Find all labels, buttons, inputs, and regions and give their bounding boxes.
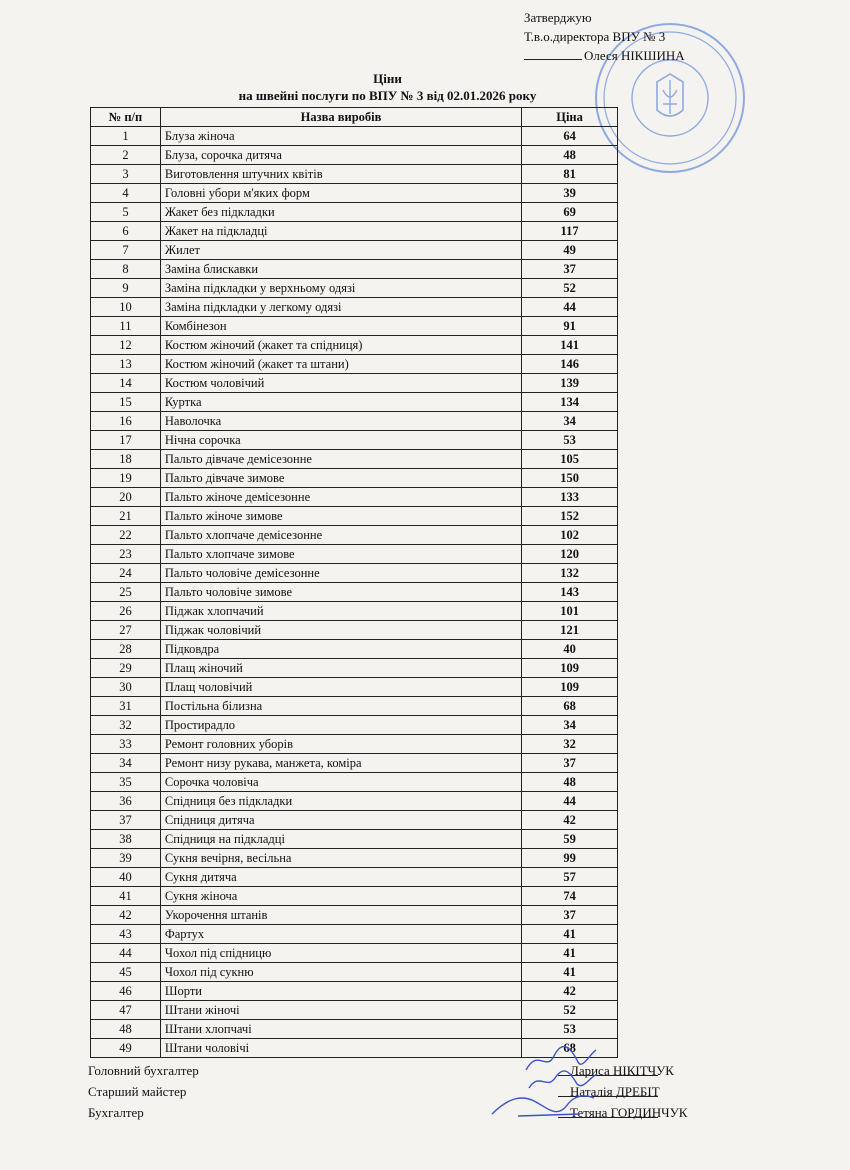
item-name: Пальто чоловіче зимове bbox=[160, 583, 521, 602]
table-row bbox=[91, 1001, 618, 1020]
approval-name: Олеся НІКШИНА bbox=[584, 48, 685, 63]
item-price: 32 bbox=[522, 735, 618, 754]
item-name: Спідниця без підкладки bbox=[160, 792, 521, 811]
item-name: Сорочка чоловіча bbox=[160, 773, 521, 792]
row-number: 3 bbox=[91, 165, 161, 184]
signer-role: Головний бухгалтер bbox=[88, 1063, 199, 1078]
table-row bbox=[91, 526, 618, 545]
item-price: 105 bbox=[522, 450, 618, 469]
item-price: 134 bbox=[522, 393, 618, 412]
signers-block bbox=[88, 1063, 708, 1126]
table-row bbox=[91, 545, 618, 564]
item-price: 102 bbox=[522, 526, 618, 545]
price-table bbox=[90, 107, 618, 1058]
row-number: 19 bbox=[91, 469, 161, 488]
signer-row bbox=[88, 1105, 708, 1126]
table-row bbox=[91, 792, 618, 811]
row-number: 44 bbox=[91, 944, 161, 963]
signer-row bbox=[88, 1063, 708, 1084]
item-price: 44 bbox=[522, 298, 618, 317]
item-name: Укорочення штанів bbox=[160, 906, 521, 925]
item-price: 81 bbox=[522, 165, 618, 184]
row-number: 26 bbox=[91, 602, 161, 621]
table-row bbox=[91, 963, 618, 982]
row-number: 16 bbox=[91, 412, 161, 431]
table-body bbox=[91, 127, 618, 1058]
item-name: Штани хлопчачі bbox=[160, 1020, 521, 1039]
signer-name: Тетяна ГОРДИНЧУК bbox=[570, 1105, 688, 1120]
table-row bbox=[91, 260, 618, 279]
table-row bbox=[91, 659, 618, 678]
row-number: 12 bbox=[91, 336, 161, 355]
item-price: 57 bbox=[522, 868, 618, 887]
item-price: 101 bbox=[522, 602, 618, 621]
row-number: 21 bbox=[91, 507, 161, 526]
table-row bbox=[91, 982, 618, 1001]
item-price: 109 bbox=[522, 678, 618, 697]
approval-position: Т.в.о.директора ВПУ № 3 bbox=[524, 29, 666, 44]
row-number: 11 bbox=[91, 317, 161, 336]
table-row bbox=[91, 298, 618, 317]
item-price: 39 bbox=[522, 184, 618, 203]
row-number: 40 bbox=[91, 868, 161, 887]
row-number: 42 bbox=[91, 906, 161, 925]
signer-role: Старший майстер bbox=[88, 1084, 187, 1099]
item-name: Нічна сорочка bbox=[160, 431, 521, 450]
item-price: 150 bbox=[522, 469, 618, 488]
item-price: 37 bbox=[522, 260, 618, 279]
item-name: Комбінезон bbox=[160, 317, 521, 336]
item-name: Блуза, сорочка дитяча bbox=[160, 146, 521, 165]
item-price: 41 bbox=[522, 963, 618, 982]
item-price: 109 bbox=[522, 659, 618, 678]
row-number: 29 bbox=[91, 659, 161, 678]
row-number: 6 bbox=[91, 222, 161, 241]
table-row bbox=[91, 431, 618, 450]
table-row bbox=[91, 488, 618, 507]
row-number: 25 bbox=[91, 583, 161, 602]
row-number: 28 bbox=[91, 640, 161, 659]
item-name: Простирадло bbox=[160, 716, 521, 735]
item-price: 52 bbox=[522, 279, 618, 298]
item-price: 48 bbox=[522, 146, 618, 165]
header-price: Ціна bbox=[522, 108, 618, 127]
row-number: 23 bbox=[91, 545, 161, 564]
item-name: Пальто хлопчаче зимове bbox=[160, 545, 521, 564]
item-name: Ремонт головних уборів bbox=[160, 735, 521, 754]
item-name: Підковдра bbox=[160, 640, 521, 659]
row-number: 5 bbox=[91, 203, 161, 222]
item-name: Спідниця дитяча bbox=[160, 811, 521, 830]
approval-signature-row bbox=[524, 46, 685, 65]
item-price: 139 bbox=[522, 374, 618, 393]
table-row bbox=[91, 944, 618, 963]
item-name: Плащ чоловічий bbox=[160, 678, 521, 697]
table-row bbox=[91, 336, 618, 355]
item-price: 91 bbox=[522, 317, 618, 336]
item-name: Чохол під сукню bbox=[160, 963, 521, 982]
item-price: 37 bbox=[522, 754, 618, 773]
item-name: Заміна підкладки у верхньому одязі bbox=[160, 279, 521, 298]
item-name: Костюм жіночий (жакет та штани) bbox=[160, 355, 521, 374]
item-price: 53 bbox=[522, 1020, 618, 1039]
row-number: 33 bbox=[91, 735, 161, 754]
item-name: Спідниця на підкладці bbox=[160, 830, 521, 849]
row-number: 17 bbox=[91, 431, 161, 450]
item-name: Штани жіночі bbox=[160, 1001, 521, 1020]
item-price: 146 bbox=[522, 355, 618, 374]
table-row bbox=[91, 583, 618, 602]
item-price: 68 bbox=[522, 1039, 618, 1058]
item-price: 133 bbox=[522, 488, 618, 507]
table-row bbox=[91, 735, 618, 754]
item-price: 48 bbox=[522, 773, 618, 792]
row-number: 8 bbox=[91, 260, 161, 279]
row-number: 27 bbox=[91, 621, 161, 640]
item-price: 34 bbox=[522, 716, 618, 735]
item-price: 152 bbox=[522, 507, 618, 526]
row-number: 1 bbox=[91, 127, 161, 146]
table-row bbox=[91, 868, 618, 887]
item-name: Постільна білизна bbox=[160, 697, 521, 716]
table-row bbox=[91, 887, 618, 906]
header-number: № п/п bbox=[91, 108, 161, 127]
table-row bbox=[91, 697, 618, 716]
item-price: 68 bbox=[522, 697, 618, 716]
item-name: Костюм чоловічий bbox=[160, 374, 521, 393]
item-price: 120 bbox=[522, 545, 618, 564]
item-name: Блуза жіноча bbox=[160, 127, 521, 146]
item-name: Шорти bbox=[160, 982, 521, 1001]
item-price: 117 bbox=[522, 222, 618, 241]
item-name: Пальто дівчаче зимове bbox=[160, 469, 521, 488]
item-price: 132 bbox=[522, 564, 618, 583]
row-number: 30 bbox=[91, 678, 161, 697]
row-number: 20 bbox=[91, 488, 161, 507]
row-number: 24 bbox=[91, 564, 161, 583]
row-number: 45 bbox=[91, 963, 161, 982]
table-row bbox=[91, 222, 618, 241]
item-name: Плащ жіночий bbox=[160, 659, 521, 678]
item-price: 59 bbox=[522, 830, 618, 849]
row-number: 49 bbox=[91, 1039, 161, 1058]
item-name: Головні убори м'яких форм bbox=[160, 184, 521, 203]
item-price: 143 bbox=[522, 583, 618, 602]
row-number: 2 bbox=[91, 146, 161, 165]
signature-scribble-icon bbox=[488, 1088, 598, 1122]
table-row bbox=[91, 1020, 618, 1039]
row-number: 10 bbox=[91, 298, 161, 317]
item-price: 41 bbox=[522, 944, 618, 963]
item-name: Жилет bbox=[160, 241, 521, 260]
item-price: 99 bbox=[522, 849, 618, 868]
signature-line bbox=[524, 47, 582, 60]
item-name: Сукня дитяча bbox=[160, 868, 521, 887]
item-name: Пальто дівчаче демісезонне bbox=[160, 450, 521, 469]
row-number: 35 bbox=[91, 773, 161, 792]
item-price: 41 bbox=[522, 925, 618, 944]
title-line-2: на швейні послуги по ВПУ № 3 від 02.01.2026 року bbox=[238, 88, 537, 103]
row-number: 32 bbox=[91, 716, 161, 735]
table-row bbox=[91, 241, 618, 260]
table-row bbox=[91, 830, 618, 849]
item-name: Сукня жіноча bbox=[160, 887, 521, 906]
table-row bbox=[91, 279, 618, 298]
row-number: 13 bbox=[91, 355, 161, 374]
table-row bbox=[91, 184, 618, 203]
table-row bbox=[91, 849, 618, 868]
approval-word: Затверджую bbox=[524, 10, 592, 25]
row-number: 4 bbox=[91, 184, 161, 203]
item-name: Заміна блискавки bbox=[160, 260, 521, 279]
table-header-row bbox=[91, 108, 618, 127]
item-name: Піджак чоловічий bbox=[160, 621, 521, 640]
signer-role: Бухгалтер bbox=[88, 1105, 144, 1120]
item-name: Жакет без підкладки bbox=[160, 203, 521, 222]
row-number: 48 bbox=[91, 1020, 161, 1039]
table-row bbox=[91, 374, 618, 393]
table-row bbox=[91, 165, 618, 184]
row-number: 22 bbox=[91, 526, 161, 545]
item-name: Чохол під спідницю bbox=[160, 944, 521, 963]
item-name: Жакет на підкладці bbox=[160, 222, 521, 241]
table-row bbox=[91, 602, 618, 621]
approval-block bbox=[524, 8, 685, 65]
item-price: 40 bbox=[522, 640, 618, 659]
row-number: 34 bbox=[91, 754, 161, 773]
item-name: Пальто жіноче зимове bbox=[160, 507, 521, 526]
row-number: 39 bbox=[91, 849, 161, 868]
table-row bbox=[91, 127, 618, 146]
table-row bbox=[91, 811, 618, 830]
item-name: Піджак хлопчачий bbox=[160, 602, 521, 621]
table-row bbox=[91, 507, 618, 526]
table-row bbox=[91, 716, 618, 735]
title-line-1: Ціни bbox=[373, 71, 402, 86]
item-name: Костюм жіночий (жакет та спідниця) bbox=[160, 336, 521, 355]
item-price: 49 bbox=[522, 241, 618, 260]
signer-row bbox=[88, 1084, 708, 1105]
table-row bbox=[91, 146, 618, 165]
table-row bbox=[91, 317, 618, 336]
row-number: 18 bbox=[91, 450, 161, 469]
item-name: Штани чоловічі bbox=[160, 1039, 521, 1058]
item-price: 42 bbox=[522, 811, 618, 830]
item-name: Пальто жіноче демісезонне bbox=[160, 488, 521, 507]
row-number: 14 bbox=[91, 374, 161, 393]
item-price: 53 bbox=[522, 431, 618, 450]
row-number: 38 bbox=[91, 830, 161, 849]
table-row bbox=[91, 640, 618, 659]
table-row bbox=[91, 906, 618, 925]
item-price: 69 bbox=[522, 203, 618, 222]
item-name: Сукня вечірня, весільна bbox=[160, 849, 521, 868]
row-number: 31 bbox=[91, 697, 161, 716]
document-title bbox=[90, 70, 685, 104]
row-number: 47 bbox=[91, 1001, 161, 1020]
row-number: 7 bbox=[91, 241, 161, 260]
item-price: 34 bbox=[522, 412, 618, 431]
item-price: 42 bbox=[522, 982, 618, 1001]
row-number: 15 bbox=[91, 393, 161, 412]
row-number: 43 bbox=[91, 925, 161, 944]
item-price: 74 bbox=[522, 887, 618, 906]
item-price: 121 bbox=[522, 621, 618, 640]
item-name: Наволочка bbox=[160, 412, 521, 431]
row-number: 37 bbox=[91, 811, 161, 830]
table-row bbox=[91, 412, 618, 431]
table-row bbox=[91, 621, 618, 640]
item-name: Ремонт низу рукава, манжета, коміра bbox=[160, 754, 521, 773]
row-number: 46 bbox=[91, 982, 161, 1001]
item-name: Пальто хлопчаче демісезонне bbox=[160, 526, 521, 545]
row-number: 41 bbox=[91, 887, 161, 906]
signer-name: Наталія ДРЕБІТ bbox=[570, 1084, 660, 1099]
table-row bbox=[91, 450, 618, 469]
table-row bbox=[91, 678, 618, 697]
table-row bbox=[91, 355, 618, 374]
item-price: 141 bbox=[522, 336, 618, 355]
item-name: Виготовлення штучних квітів bbox=[160, 165, 521, 184]
item-price: 52 bbox=[522, 1001, 618, 1020]
table-row bbox=[91, 925, 618, 944]
item-price: 64 bbox=[522, 127, 618, 146]
row-number: 36 bbox=[91, 792, 161, 811]
table-row bbox=[91, 469, 618, 488]
item-name: Заміна підкладки у легкому одязі bbox=[160, 298, 521, 317]
row-number: 9 bbox=[91, 279, 161, 298]
item-price: 37 bbox=[522, 906, 618, 925]
item-name: Пальто чоловіче демісезонне bbox=[160, 564, 521, 583]
item-name: Куртка bbox=[160, 393, 521, 412]
table-row bbox=[91, 203, 618, 222]
table-row bbox=[91, 773, 618, 792]
table-row bbox=[91, 393, 618, 412]
item-name: Фартух bbox=[160, 925, 521, 944]
item-price: 44 bbox=[522, 792, 618, 811]
signer-name: Лариса НІКІТЧУК bbox=[570, 1063, 674, 1078]
header-item-name: Назва виробів bbox=[160, 108, 521, 127]
table-row bbox=[91, 564, 618, 583]
table-row bbox=[91, 754, 618, 773]
